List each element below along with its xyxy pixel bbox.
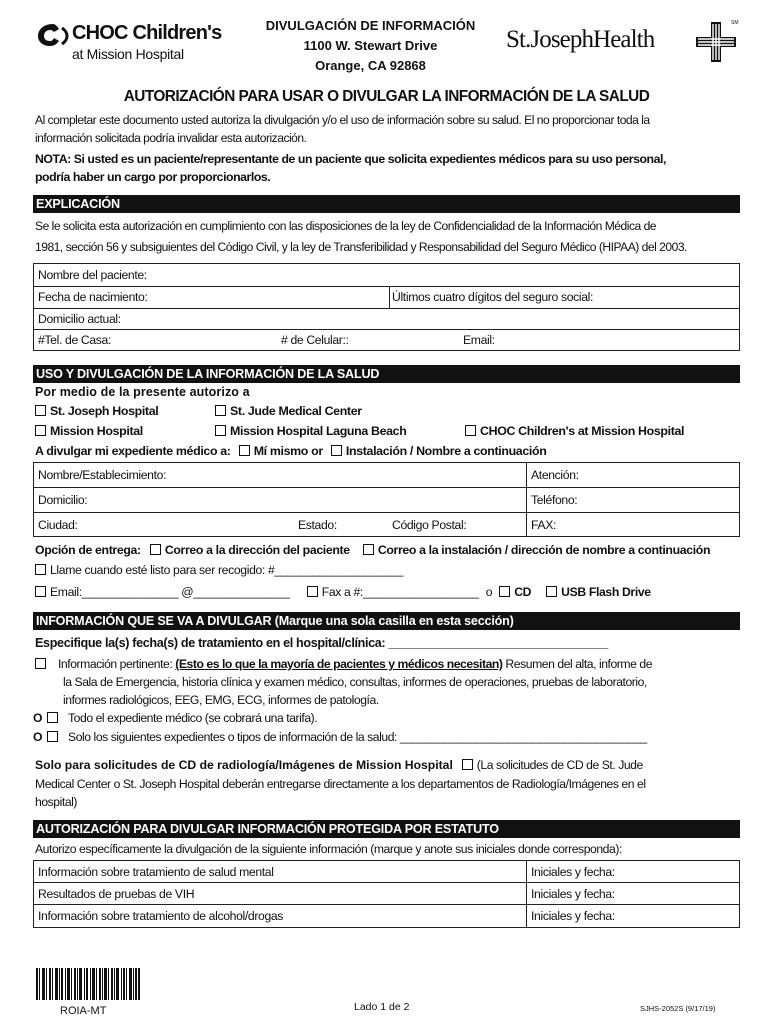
pickup-option[interactable] (35, 563, 403, 577)
pertinente-option[interactable]: Información pertinente: (Esto es lo que la mayoría de pacientes y médicos necesitan) Resumen del alta, informe de (35, 657, 652, 671)
stjoseph-cross-icon (696, 22, 736, 62)
pertinente-checkbox[interactable] (35, 658, 46, 669)
instalacion-checkbox[interactable] (331, 445, 342, 456)
cd-label: CD (514, 585, 532, 599)
uso-header: USO Y DIVULGACIÓN DE LA INFORMACIÓN DE LA SALUD (33, 365, 740, 383)
barcode-icon (36, 968, 140, 1000)
usb-checkbox[interactable] (546, 586, 557, 597)
checkbox[interactable] (465, 425, 476, 436)
form-id: SJHS-2052S (9/17/19) (640, 1004, 716, 1013)
header-center-title: DIVULGACIÓN DE INFORMACIÓN (265, 18, 476, 33)
autorizo-label: Por medio de la presente autorizo a (35, 385, 250, 399)
state-field[interactable]: Estado: (298, 518, 337, 532)
divulgar-row (35, 444, 546, 458)
mail-facility-checkbox[interactable] (363, 544, 374, 555)
facility-phone-field[interactable]: Teléfono: (531, 493, 578, 507)
option-st-jude[interactable]: St. Jude Medical Center (215, 404, 362, 418)
city-field[interactable]: Ciudad: (38, 518, 78, 532)
todo-option[interactable]: O Todo el expediente médico (se cobrará una tarifa). (33, 711, 318, 725)
explicacion-header: EXPLICACIÓN (33, 195, 740, 213)
radiologia-line2: Medical Center o St. Joseph Hospital deberán entregarse directamente a los departamentos de Radiología/Imágenes en el (35, 777, 646, 791)
nota-line1: NOTA: Si usted es un paciente/representante de un paciente que solicita expedientes médicos para su uso personal, (35, 152, 666, 166)
checkbox[interactable] (35, 405, 46, 416)
solo-checkbox[interactable] (47, 731, 58, 742)
postal-code-field[interactable]: Código Postal: (392, 518, 467, 532)
estatuto-row-initials[interactable]: Iniciales y fecha: (531, 865, 615, 879)
choc-face-icon (36, 22, 70, 48)
header-address-line1: 1100 W. Stewart Drive (303, 38, 438, 53)
option-mission-laguna[interactable]: Mission Hospital Laguna Beach (215, 424, 406, 438)
informacion-header: INFORMACIÓN QUE SE VA A DIVULGAR (Marque una sola casilla en esta sección) (33, 612, 740, 630)
facility-name-field[interactable]: Nombre/Establecimiento: (38, 468, 167, 482)
patient-name-field[interactable]: Nombre del paciente: (38, 268, 147, 282)
radiologia-checkbox[interactable] (462, 759, 473, 770)
birthdate-field[interactable]: Fecha de nacimiento: (38, 290, 148, 304)
usb-label: USB Flash Drive (561, 585, 651, 599)
explicacion-line1: Se le solicita esta autorización en cumplimiento con las disposiciones de la ley de Confidencialidad de la Información Médica de (35, 219, 657, 233)
solo-option[interactable]: O Solo los siguientes expedientes o tipos de información de la salud: _______________________________________ (33, 730, 647, 744)
email-field[interactable]: Email: (463, 333, 495, 347)
home-phone-field[interactable]: #Tel. de Casa: (38, 333, 112, 347)
delivery-row (35, 543, 710, 557)
address-field[interactable]: Domicilio actual: (38, 312, 121, 326)
page-title: AUTORIZACIÓN PARA USAR O DIVULGAR LA INFORMACIÓN DE LA SALUD (123, 88, 650, 105)
fax-field[interactable]: FAX: (531, 518, 557, 532)
stjoseph-logo-text: St.JosephHealth (506, 26, 655, 53)
option-mission-hospital[interactable]: Mission Hospital (35, 424, 143, 438)
delivery-label: Opción de entrega: (35, 543, 141, 557)
intro-line2: información solicitada podría invalidar esta autorización. (35, 131, 307, 145)
choc-logo-line1: CHOC Children's (72, 22, 222, 44)
estatuto-row-label: Información sobre tratamiento de salud mental (38, 865, 274, 879)
pickup-checkbox[interactable] (35, 564, 46, 575)
checkbox[interactable] (215, 425, 226, 436)
pertinente-line3: informes radiológicos, EEG, EMG, ECG, informes de patología. (63, 693, 379, 707)
nota-line2: podría haber un cargo por proporcionarlos. (35, 170, 271, 184)
header-address-line2: Orange, CA 92868 (315, 58, 426, 73)
barcode-label: ROIA-MT (60, 1005, 107, 1017)
ssn-last4-field[interactable]: Últimos cuatro dígitos del seguro social: (392, 290, 594, 304)
intro-line1: Al completar este documento usted autoriza la divulgación y/o el uso de información sobre su salud. El no proporcionar toda la (35, 113, 650, 127)
mi-mismo-checkbox[interactable] (239, 445, 250, 456)
estatuto-row-label: Información sobre tratamiento de alcohol/drogas (38, 909, 284, 923)
radiologia-option[interactable]: Solo para solicitudes de CD de radiología/Imágenes de Mission Hospital (La solicitudes de CD de St. Jude (35, 758, 643, 772)
choc-logo (36, 20, 236, 66)
estatuto-row-initials[interactable]: Iniciales y fecha: (531, 909, 615, 923)
radiologia-label: Solo para solicitudes de CD de radiología/Imágenes de Mission Hospital (35, 758, 453, 772)
divulgar-label: A divulgar mi expediente médico a: (35, 444, 231, 458)
mail-patient-label: Correo a la dirección del paciente (164, 543, 350, 557)
checkbox[interactable] (215, 405, 226, 416)
or-label: o (485, 585, 493, 599)
explicacion-line2: 1981, sección 56 y subsiguientes del Código Civil, y la ley de Transferibilidad y Responsabilidad del Seguro Médico (HIPAA) del 2003. (35, 240, 687, 254)
estatuto-intro: Autorizo específicamente la divulgación de la siguiente información (marque y anote sus iniciales donde corresponda): (35, 842, 622, 856)
estatuto-header: AUTORIZACIÓN PARA DIVULGAR INFORMACIÓN PROTEGIDA POR ESTATUTO (33, 820, 740, 838)
pertinente-emphasis: (Esto es lo que la mayoría de pacientes y médicos necesitan) (175, 657, 503, 671)
mail-facility-label: Correo a la instalación / dirección de nombre a continuación (377, 543, 711, 557)
mi-mismo-label: Mí mismo or (253, 444, 323, 458)
option-st-joseph[interactable]: St. Joseph Hospital (35, 404, 158, 418)
instalacion-label: Instalación / Nombre a continuación (345, 444, 547, 458)
email-delivery-label: Email:_______________ @_______________ (50, 585, 290, 599)
choc-logo-line2: at Mission Hospital (72, 46, 184, 62)
page-number: Lado 1 de 2 (354, 1001, 410, 1013)
email-delivery-checkbox[interactable] (35, 586, 46, 597)
o-marker: O (33, 711, 43, 725)
option-choc[interactable]: CHOC Children's at Mission Hospital (465, 424, 684, 438)
pertinente-line2: la Sala de Emergencia, historia clínica y examen médico, consultas, informes de operaciones, pruebas de laboratorio, (63, 675, 647, 689)
fax-delivery-checkbox[interactable] (307, 586, 318, 597)
estatuto-row-label: Resultados de pruebas de VIH (38, 887, 195, 901)
todo-checkbox[interactable] (47, 712, 58, 723)
attention-field[interactable]: Atención: (531, 468, 579, 482)
mail-patient-checkbox[interactable] (150, 544, 161, 555)
fax-delivery-label: Fax a #:__________________ (321, 585, 479, 599)
stjoseph-logo (506, 18, 742, 66)
cd-checkbox[interactable] (499, 586, 510, 597)
radiologia-line3: hospital) (35, 795, 78, 809)
facility-address-field[interactable]: Domicilio: (38, 493, 88, 507)
o-marker: O (33, 730, 43, 744)
stjoseph-service-mark: SM (731, 20, 739, 26)
pickup-label: Llame cuando esté listo para ser recogido: #____________________ (50, 563, 403, 577)
email-delivery-row (35, 585, 651, 599)
estatuto-row-initials[interactable]: Iniciales y fecha: (531, 887, 615, 901)
treatment-dates-field[interactable]: Especifique la(s) fecha(s) de tratamiento en el hospital/clínica: _________________________________ (35, 636, 608, 650)
cell-phone-field[interactable]: # de Celular:: (281, 333, 349, 347)
checkbox[interactable] (35, 425, 46, 436)
